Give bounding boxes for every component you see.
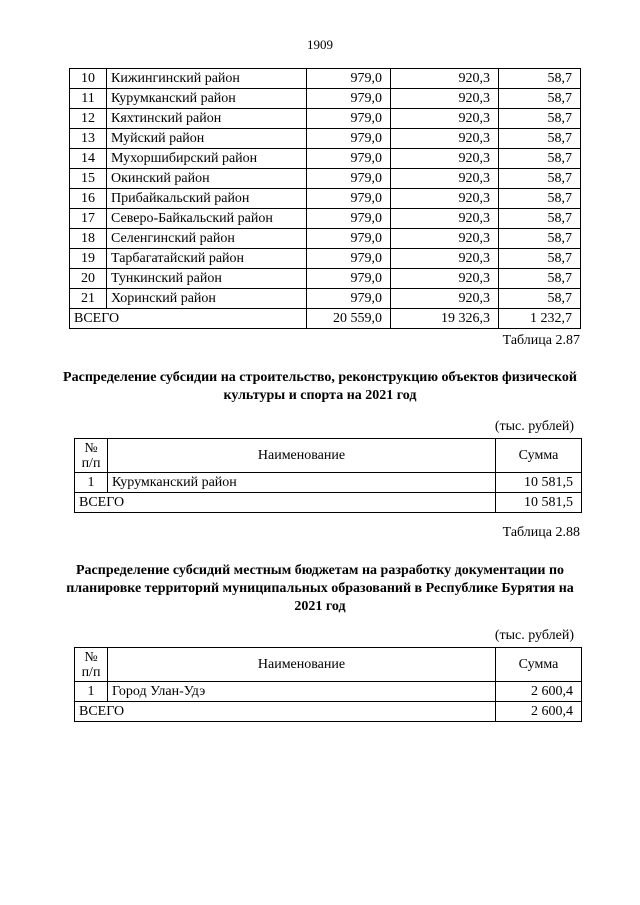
row-value-3: 58,7: [499, 69, 581, 89]
table-row: [70, 69, 581, 89]
table-total-row: [70, 309, 581, 329]
row-value-3: 58,7: [499, 229, 581, 249]
row-value-1: 979,0: [307, 169, 391, 189]
row-value-3: 58,7: [499, 249, 581, 269]
table-row: [70, 209, 581, 229]
header-number: № п/п: [75, 648, 108, 682]
table-row: [75, 473, 582, 493]
row-value-2: 920,3: [391, 209, 499, 229]
row-name: Город Улан-Удэ: [108, 682, 496, 702]
row-value-1: 979,0: [307, 69, 391, 89]
row-value-1: 979,0: [307, 229, 391, 249]
row-value-1: 979,0: [307, 189, 391, 209]
row-sum: 10 581,5: [496, 473, 582, 493]
units-label-2-88: (тыс. рублей): [494, 628, 574, 643]
table-row: [70, 129, 581, 149]
table-total-row: [75, 702, 582, 722]
row-value-3: 58,7: [499, 189, 581, 209]
total-label: ВСЕГО: [70, 309, 307, 329]
row-number: 18: [70, 229, 107, 249]
row-value-2: 920,3: [391, 169, 499, 189]
table-row: [70, 149, 581, 169]
row-value-3: 58,7: [499, 269, 581, 289]
table-title-2-88: Распределение субсидий местным бюджетам на разработку документации по планировке территорий муниципальных образований в Республике Бурятия на 2021 год: [66, 563, 574, 614]
table-row: [70, 109, 581, 129]
row-value-3: 58,7: [499, 89, 581, 109]
header-number: № п/п: [75, 439, 108, 473]
header-sum: Сумма: [496, 648, 582, 682]
table-total-row: [75, 493, 582, 513]
row-value-1: 979,0: [307, 109, 391, 129]
row-name: Тарбагатайский район: [107, 249, 307, 269]
row-name: Тункинский район: [107, 269, 307, 289]
row-sum: 2 600,4: [496, 682, 582, 702]
row-name: Окинский район: [107, 169, 307, 189]
row-name: Курумканский район: [107, 89, 307, 109]
table-row: [70, 269, 581, 289]
header-name: Наименование: [108, 648, 496, 682]
row-name: Прибайкальский район: [107, 189, 307, 209]
row-value-2: 920,3: [391, 69, 499, 89]
row-number: 21: [70, 289, 107, 309]
total-value-1: 20 559,0: [307, 309, 391, 329]
row-value-3: 58,7: [499, 129, 581, 149]
table-header-row: [75, 648, 582, 682]
table-row: [70, 249, 581, 269]
header-sum: Сумма: [496, 439, 582, 473]
row-value-1: 979,0: [307, 249, 391, 269]
total-label: ВСЕГО: [75, 702, 496, 722]
row-name: Кижингинский район: [107, 69, 307, 89]
row-value-3: 58,7: [499, 169, 581, 189]
page-number: 1909: [307, 37, 333, 52]
table-row: [70, 289, 581, 309]
row-number: 13: [70, 129, 107, 149]
row-name: Курумканский район: [108, 473, 496, 493]
row-name: Селенгинский район: [107, 229, 307, 249]
row-name: Хоринский район: [107, 289, 307, 309]
row-value-2: 920,3: [391, 249, 499, 269]
table-row: [70, 189, 581, 209]
table-title-2-87: Распределение субсидии на строительство, реконструкцию объектов физической культуры и спорта на 2021 год: [63, 370, 577, 403]
total-value-2: 19 326,3: [391, 309, 499, 329]
row-number: 10: [70, 69, 107, 89]
planning-subsidy-table: [74, 647, 582, 722]
row-name: Кяхтинский район: [107, 109, 307, 129]
row-value-2: 920,3: [391, 109, 499, 129]
row-value-2: 920,3: [391, 149, 499, 169]
row-number: 16: [70, 189, 107, 209]
row-value-3: 58,7: [499, 209, 581, 229]
row-value-2: 920,3: [391, 289, 499, 309]
row-number: 19: [70, 249, 107, 269]
row-number: 20: [70, 269, 107, 289]
sports-subsidy-table: [74, 438, 582, 513]
row-number: 1: [75, 682, 108, 702]
row-number: 15: [70, 169, 107, 189]
row-number: 17: [70, 209, 107, 229]
row-value-1: 979,0: [307, 129, 391, 149]
row-value-1: 979,0: [307, 269, 391, 289]
total-label: ВСЕГО: [75, 493, 496, 513]
row-value-3: 58,7: [499, 289, 581, 309]
total-sum: 10 581,5: [496, 493, 582, 513]
row-value-3: 58,7: [499, 149, 581, 169]
row-value-2: 920,3: [391, 129, 499, 149]
header-name: Наименование: [108, 439, 496, 473]
table-header-row: [75, 439, 582, 473]
row-value-2: 920,3: [391, 229, 499, 249]
row-name: Северо-Байкальский район: [107, 209, 307, 229]
table-caption-2-88: Таблица 2.88: [502, 525, 580, 540]
district-allocation-table: [69, 68, 581, 329]
row-value-2: 920,3: [391, 89, 499, 109]
table-row: [70, 169, 581, 189]
row-value-3: 58,7: [499, 109, 581, 129]
row-value-2: 920,3: [391, 189, 499, 209]
row-name: Муйский район: [107, 129, 307, 149]
units-label-2-87: (тыс. рублей): [494, 419, 574, 434]
row-value-1: 979,0: [307, 89, 391, 109]
table-row: [70, 89, 581, 109]
row-number: 1: [75, 473, 108, 493]
row-number: 14: [70, 149, 107, 169]
row-value-2: 920,3: [391, 269, 499, 289]
row-number: 11: [70, 89, 107, 109]
row-name: Мухоршибирский район: [107, 149, 307, 169]
row-value-1: 979,0: [307, 149, 391, 169]
row-value-1: 979,0: [307, 289, 391, 309]
row-value-1: 979,0: [307, 209, 391, 229]
row-number: 12: [70, 109, 107, 129]
table-caption-2-87: Таблица 2.87: [502, 333, 580, 348]
total-sum: 2 600,4: [496, 702, 582, 722]
table-row: [70, 229, 581, 249]
total-value-3: 1 232,7: [499, 309, 581, 329]
table-row: [75, 682, 582, 702]
